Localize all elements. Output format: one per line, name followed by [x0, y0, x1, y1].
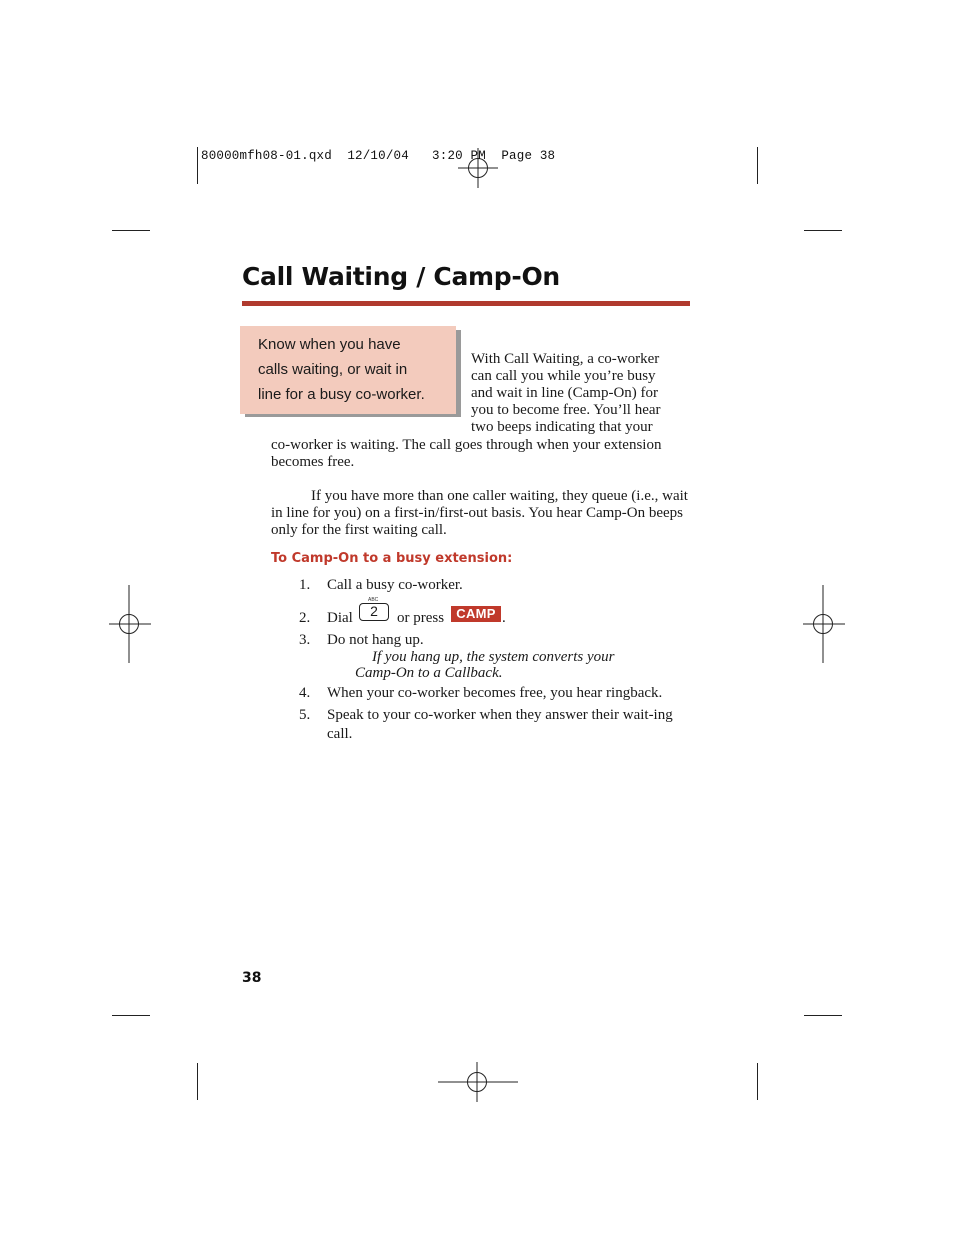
step-text-end: .: [502, 610, 506, 626]
callout-line: calls waiting, or wait in: [258, 361, 408, 378]
step-text-dial: Dial: [327, 610, 353, 626]
registration-mark-right: [803, 585, 845, 663]
step-1: [299, 576, 689, 595]
crop-mark: [197, 147, 198, 184]
step-text: When your co-worker becomes free, you hear ringback.: [327, 685, 663, 701]
crop-mark: [197, 1063, 198, 1100]
step-number: 4.: [299, 685, 311, 701]
intro-continuation: co-worker is waiting. The call goes through when your extension becomes free.: [271, 437, 662, 470]
step-5: [299, 706, 689, 744]
crop-mark: [804, 1015, 842, 1016]
intro-line: you to become free. You’ll hear: [471, 402, 661, 418]
note-line: If you hang up, the system converts your: [372, 649, 615, 665]
key-letters: ABC: [368, 597, 379, 603]
queue-paragraph: If you have more than one caller waiting, they queue (i.e., wait in line for you) on a first-in/first-out basis. You hear Camp-On beeps only for the first waiting call.: [271, 488, 688, 538]
callout-line: line for a busy co-worker.: [258, 386, 425, 403]
crop-mark: [804, 230, 842, 231]
step-number: 2.: [299, 610, 311, 626]
note-line: Camp-On to a Callback.: [355, 665, 503, 681]
registration-mark-left: [109, 585, 151, 663]
step-text: Speak to your co-worker when they answer their wait-ing call.: [327, 707, 673, 742]
title-rule: [242, 301, 690, 306]
callout-line: Know when you have: [258, 336, 401, 353]
intro-line: two beeps indicating that your: [471, 419, 653, 435]
step-4: [299, 684, 689, 703]
crop-mark: [757, 147, 758, 184]
step-text: Do not hang up.: [327, 632, 424, 648]
crop-mark: [757, 1063, 758, 1100]
intro-line: With Call Waiting, a co-worker: [471, 351, 660, 367]
step-number: 1.: [299, 577, 311, 593]
crop-mark: [112, 230, 150, 231]
step-text-or-press: or press: [397, 610, 445, 626]
callout-box: [240, 326, 456, 414]
step-number: 5.: [299, 707, 311, 723]
page-title: Call Waiting / Camp-On: [242, 262, 560, 291]
print-slug: 80000mfh08-01.qxd 12/10/04 3:20 PM Page 38: [201, 149, 556, 163]
step-3: [299, 631, 689, 650]
intro-line: can call you while you’re busy: [471, 368, 656, 384]
intro-line: and wait in line (Camp-On) for: [471, 385, 659, 401]
camp-button: CAMP: [451, 606, 501, 622]
dial-key-2: 2: [359, 603, 389, 621]
step-number: 3.: [299, 632, 311, 648]
registration-mark-bottom: [438, 1062, 518, 1102]
step-text: Call a busy co-worker.: [327, 577, 463, 593]
crop-mark: [112, 1015, 150, 1016]
intro-paragraph: [471, 351, 686, 436]
step-note: [355, 649, 655, 681]
procedure-heading: To Camp-On to a busy extension:: [271, 551, 513, 566]
page-number: 38: [242, 970, 262, 986]
